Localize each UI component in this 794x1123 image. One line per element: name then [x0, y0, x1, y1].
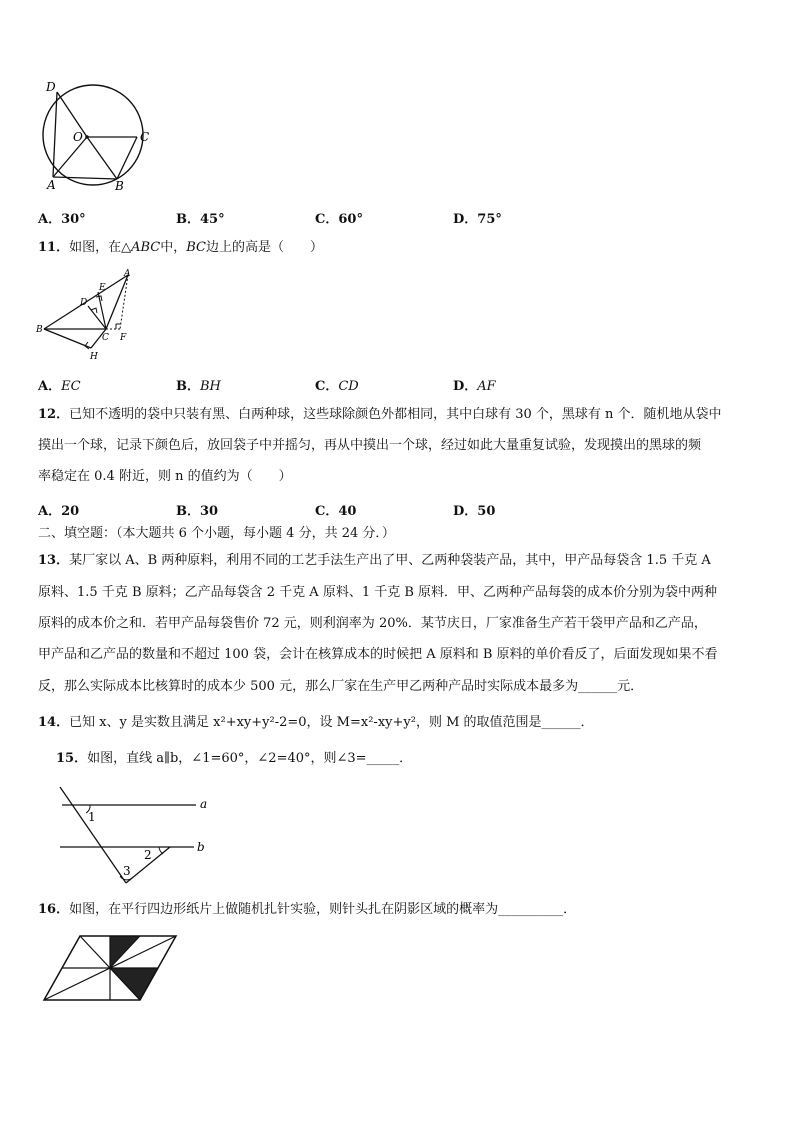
q11-stem: 11．如图，在△ABC中，BC边上的高是（ ） [38, 240, 324, 255]
q11-label-d: D [80, 298, 88, 308]
q15-label-angle-1: 1 [88, 810, 96, 824]
q15-parallel-lines-figure [56, 783, 216, 891]
q11-option-b[interactable]: B．BH [176, 379, 221, 394]
q10-label-a: A [47, 178, 56, 192]
q10-label-c: C [140, 130, 150, 144]
section-2-title: 二、填空题：（本大题共 6 个小题，每小题 4 分，共 24 分．） [38, 526, 395, 541]
q11-option-c[interactable]: C．CD [315, 379, 359, 394]
q12-option-d[interactable]: D．50 [453, 504, 496, 519]
q13-line-3: 原料的成本价之和．若甲产品每袋售价 72 元，则利润率为 20%．某节庆日，厂家准备生产若干袋甲产品和乙产品， [38, 616, 707, 631]
q10-option-c[interactable]: C．60° [315, 212, 363, 227]
q15-label-angle-2: 2 [144, 848, 152, 862]
q13-line-4: 甲产品和乙产品的数量和不超过 100 袋，会计在核算成本的时候把 A 原料和 B 原料的单价看反了，后面发现如果不看 [38, 647, 718, 662]
q11-label-a: A [124, 269, 131, 279]
q12-option-b[interactable]: B．30 [176, 504, 219, 519]
q10-label-o: O [73, 130, 83, 144]
q11-label-h: H [90, 352, 98, 362]
q15-answer-blank[interactable]: _____ [366, 751, 400, 766]
q11-label-c: C [102, 333, 109, 343]
q10-option-d[interactable]: D．75° [453, 212, 502, 227]
q10-option-b[interactable]: B．45° [176, 212, 225, 227]
q11-label-b: B [36, 325, 43, 335]
q10-label-b: B [115, 179, 124, 193]
q13-line-1: 13．某厂家以 A、B 两种原料，利用不同的工艺手法生产出了甲、乙两种袋装产品，其中，甲产品每袋含 1.5 千克 A [38, 553, 711, 568]
q15-stem: 15．如图，直线 a∥b，∠1=60°，∠2=40°，则∠3=_____． [56, 751, 413, 766]
q13-line-2: 原料、1.5 千克 B 原料；乙产品每袋含 2 千克 A 原料、1 千克 B 原料．甲、乙两种产品每袋的成本价分别为袋中两种 [38, 585, 718, 600]
q16-parallelogram-figure [40, 930, 185, 1005]
q16-stem: 16．如图，在平行四边形纸片上做随机扎针实验，则针头扎在阴影区域的概率为__________． [38, 902, 577, 917]
q12-line-2: 摸出一个球，记录下颜色后，放回袋子中并摇匀，再从中摸出一个球，经过如此大量重复试验，发现摸出的黑球的频 [38, 438, 702, 453]
q12-line-3: 率稳定在 0.4 附近，则 n 的值约为（ ） [38, 469, 292, 484]
q12-line-1: 12．已知不透明的袋中只装有黑、白两种球，这些球除颜色外都相同，其中白球有 30 个，黑球有 n 个．随机地从袋中 [38, 407, 722, 422]
q14-answer-blank[interactable]: ______ [541, 715, 581, 730]
q12-option-a[interactable]: A．20 [38, 504, 80, 519]
q15-label-b: b [197, 840, 205, 854]
q11-triangle-figure [36, 270, 146, 365]
q13-answer-blank[interactable]: ______ [578, 679, 618, 694]
q13-line-5: 反，那么实际成本比核算时的成本少 500 元，那么厂家在生产甲乙两种产品时实际成本最多为______元． [38, 679, 644, 694]
q11-option-a[interactable]: A．EC [38, 379, 81, 394]
q10-circle-figure [36, 80, 156, 195]
q10-label-d: D [46, 80, 56, 94]
q16-answer-blank[interactable]: __________ [498, 902, 564, 917]
q10-option-a[interactable]: A．30° [38, 212, 86, 227]
q11-option-d[interactable]: D．AF [453, 379, 496, 394]
q14-stem: 14．已知 x、y 是实数且满足 x²+xy+y²-2=0，设 M=x²-xy+y²，则 M 的取值范围是______． [38, 715, 594, 730]
q15-label-a: a [200, 797, 208, 811]
q12-option-c[interactable]: C．40 [315, 504, 357, 519]
q11-label-e: E [99, 283, 106, 293]
q11-label-f: F [120, 333, 127, 343]
q15-label-angle-3: 3 [123, 864, 131, 878]
